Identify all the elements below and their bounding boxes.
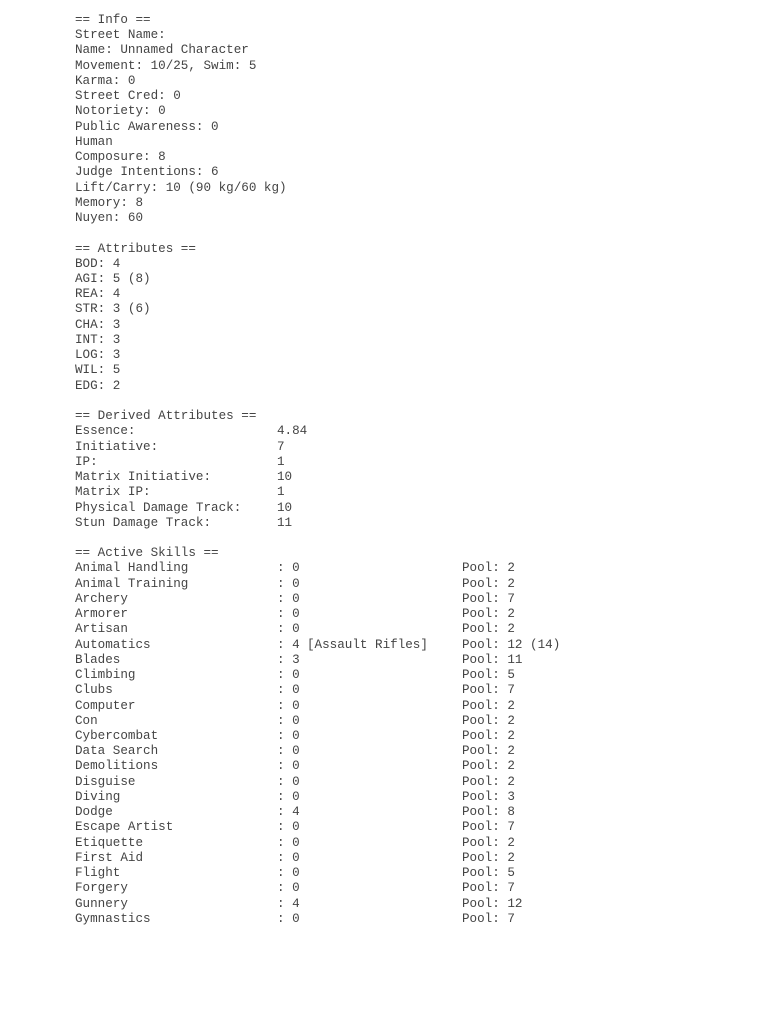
skill-level: : 0 (277, 789, 300, 804)
info-metatype: Human (75, 134, 113, 149)
skill-row (75, 896, 523, 912)
derived-row (75, 455, 287, 470)
derived-value: 1 (277, 485, 285, 500)
derived-label: Matrix Initiative: (75, 470, 212, 485)
derived-header: == Derived Attributes == (75, 409, 257, 424)
info-judge-intentions: Judge Intentions: 6 (75, 165, 219, 180)
info-composure: Composure: 8 (75, 150, 166, 165)
skill-pool: Pool: 8 (462, 805, 515, 820)
skill-name: Disguise (75, 774, 136, 789)
skill-level: : 4 (277, 637, 300, 652)
skill-row (75, 789, 515, 805)
derived-row (75, 440, 287, 455)
skill-level: : 0 (277, 668, 300, 683)
skill-pool: Pool: 12 (14) (462, 637, 561, 652)
skill-name: Armorer (75, 607, 128, 622)
skill-name: Flight (75, 866, 121, 881)
derived-label: IP: (75, 454, 98, 469)
skill-pool: Pool: 7 (462, 820, 515, 835)
skill-row (75, 652, 523, 668)
derived-label: Essence: (75, 424, 136, 439)
skill-row (75, 698, 515, 714)
skill-row (75, 576, 515, 592)
skill-level: : 0 (277, 911, 300, 926)
skill-level: : 0 (277, 683, 300, 698)
skill-level: : 3 (277, 652, 300, 667)
section-spacer (75, 531, 287, 546)
derived-value: 7 (277, 439, 285, 454)
derived-label: Matrix IP: (75, 485, 151, 500)
attribute-edg: EDG: 2 (75, 378, 121, 393)
skill-row (75, 668, 515, 683)
derived-value: 11 (277, 515, 293, 530)
attribute-bod: BOD: 4 (75, 256, 121, 271)
derived-row (75, 470, 293, 485)
skill-pool: Pool: 7 (462, 683, 515, 698)
skill-name: Automatics (75, 637, 151, 652)
skill-level: : 0 (277, 835, 300, 850)
skill-row (75, 744, 515, 759)
attributes-header: == Attributes == (75, 241, 196, 256)
skill-name: Gunnery (75, 896, 128, 911)
skill-pool: Pool: 2 (462, 759, 515, 774)
skill-level: : 0 (277, 622, 300, 637)
skill-name: Computer (75, 698, 136, 713)
skill-pool: Pool: 2 (462, 576, 515, 591)
skill-name: Escape Artist (75, 820, 174, 835)
skill-pool: Pool: 12 (462, 896, 523, 911)
skill-level: : 0 (277, 744, 300, 759)
info-memory: Memory: 8 (75, 195, 144, 210)
skill-pool: Pool: 5 (462, 866, 515, 881)
skill-name: Artisan (75, 622, 128, 637)
attribute-int: INT: 3 (75, 332, 121, 347)
skill-row (75, 759, 515, 774)
skill-name: Cybercombat (75, 729, 159, 744)
derived-label: Initiative: (75, 439, 159, 454)
skill-row (75, 850, 515, 866)
skill-name: Animal Training (75, 576, 189, 591)
skill-level: : 0 (277, 759, 300, 774)
skill-row (75, 637, 561, 653)
skill-pool: Pool: 11 (462, 652, 523, 667)
skill-name: Archery (75, 591, 128, 606)
skill-level: : 0 (277, 713, 300, 728)
skill-name: Animal Handling (75, 561, 189, 576)
skill-pool: Pool: 3 (462, 789, 515, 804)
attribute-str: STR: 3 (6) (75, 302, 151, 317)
character-sheet (75, 13, 561, 927)
skill-name: Demolitions (75, 759, 159, 774)
skill-row (75, 835, 515, 851)
info-notoriety: Notoriety: 0 (75, 104, 166, 119)
info-public-awareness: Public Awareness: 0 (75, 119, 219, 134)
section-spacer (75, 226, 287, 241)
skill-pool: Pool: 2 (462, 774, 515, 789)
skill-level: : 0 (277, 698, 300, 713)
derived-value: 4.84 (277, 424, 308, 439)
skill-specialization: [Assault Rifles] (307, 637, 428, 652)
skill-row (75, 820, 515, 835)
skill-pool: Pool: 2 (462, 835, 515, 850)
skill-row (75, 805, 515, 820)
skill-name: Gymnastics (75, 911, 151, 926)
skill-level: : 0 (277, 866, 300, 881)
skill-level: : 0 (277, 881, 300, 896)
skill-row (75, 713, 515, 729)
derived-label: Stun Damage Track: (75, 515, 212, 530)
attribute-log: LOG: 3 (75, 348, 121, 363)
skill-name: Diving (75, 789, 121, 804)
derived-row (75, 424, 308, 439)
skill-pool: Pool: 7 (462, 881, 515, 896)
skill-name: Blades (75, 652, 121, 667)
skill-pool: Pool: 2 (462, 850, 515, 865)
skill-level: : 0 (277, 774, 300, 789)
info-street-cred: Street Cred: 0 (75, 89, 181, 104)
skill-level: : 0 (277, 850, 300, 865)
derived-value: 10 (277, 470, 293, 485)
attribute-wil: WIL: 5 (75, 363, 121, 378)
skill-level: : 0 (277, 729, 300, 744)
skill-row (75, 561, 515, 576)
skill-name: Climbing (75, 668, 136, 683)
skill-level: : 4 (277, 805, 300, 820)
derived-value: 10 (277, 500, 293, 515)
info-header: == Info == (75, 13, 151, 27)
skills-header: == Active Skills == (75, 546, 219, 561)
skill-row (75, 881, 515, 896)
skill-row (75, 774, 515, 790)
skill-row (75, 683, 515, 698)
skill-level: : 0 (277, 576, 300, 591)
skill-name: Clubs (75, 683, 113, 698)
skill-level: : 4 (277, 896, 300, 911)
skill-row (75, 866, 515, 881)
info-lift-carry: Lift/Carry: 10 (90 kg/60 kg) (75, 180, 287, 195)
skill-row (75, 729, 515, 744)
info-street-name: Street Name: (75, 28, 166, 43)
derived-row (75, 500, 293, 516)
attribute-rea: REA: 4 (75, 287, 121, 302)
skill-level: : 0 (277, 607, 300, 622)
skill-row (75, 911, 515, 927)
skill-name: Data Search (75, 744, 159, 759)
skill-pool: Pool: 2 (462, 607, 515, 622)
derived-row (75, 485, 287, 500)
derived-value: 1 (277, 454, 285, 469)
info-karma: Karma: 0 (75, 73, 136, 88)
skill-pool: Pool: 2 (462, 622, 515, 637)
skill-name: Forgery (75, 881, 128, 896)
section-spacer (75, 394, 287, 409)
attribute-agi: AGI: 5 (8) (75, 271, 151, 286)
skill-name: First Aid (75, 850, 144, 865)
skill-level: : 0 (277, 820, 300, 835)
skill-pool: Pool: 2 (462, 698, 515, 713)
skill-name: Con (75, 713, 98, 728)
skill-pool: Pool: 2 (462, 744, 515, 759)
derived-label: Physical Damage Track: (75, 500, 242, 515)
skill-name: Dodge (75, 805, 113, 820)
attribute-cha: CHA: 3 (75, 317, 121, 332)
skill-pool: Pool: 7 (462, 591, 515, 606)
skill-pool: Pool: 7 (462, 911, 515, 926)
skill-name: Etiquette (75, 835, 144, 850)
skill-pool: Pool: 5 (462, 668, 515, 683)
skill-pool: Pool: 2 (462, 561, 515, 576)
skills-list (75, 561, 561, 927)
info-nuyen: Nuyen: 60 (75, 211, 144, 226)
derived-row (75, 515, 293, 531)
skill-pool: Pool: 2 (462, 713, 515, 728)
skill-pool: Pool: 2 (462, 729, 515, 744)
skill-level: : 0 (277, 591, 300, 606)
info-name: Name: Unnamed Character (75, 43, 249, 58)
skill-row (75, 591, 515, 607)
skill-row (75, 622, 515, 637)
skill-level: : 0 (277, 561, 300, 576)
skill-row (75, 607, 515, 622)
info-movement: Movement: 10/25, Swim: 5 (75, 58, 257, 73)
